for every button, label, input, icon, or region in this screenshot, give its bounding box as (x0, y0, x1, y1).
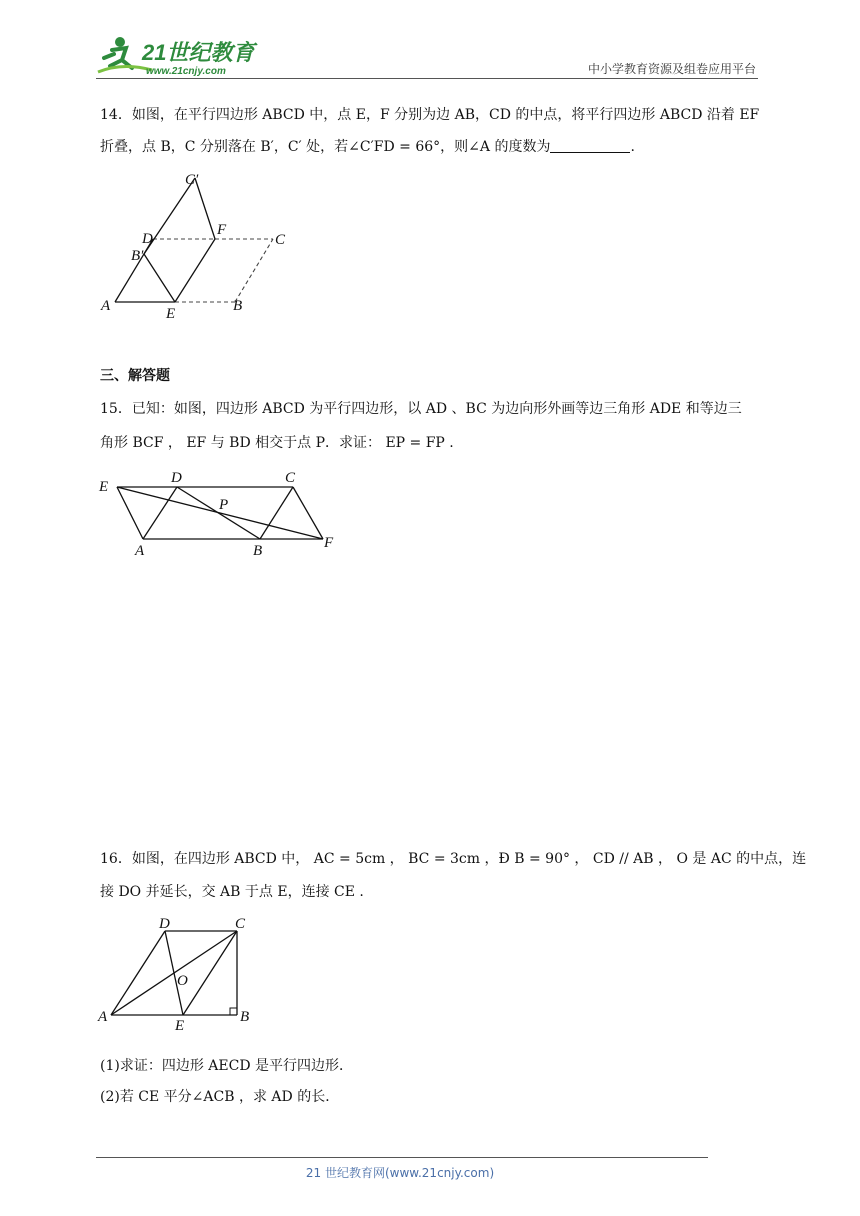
answer-blank[interactable] (550, 136, 630, 153)
q16-line2: 接 DO 并延长，交 AB 于点 E，连接 CE . (100, 884, 364, 900)
label-d: D (159, 916, 170, 932)
q14-figure (95, 168, 305, 323)
label-e: E (99, 479, 109, 495)
logo-text: 21世纪教育 (142, 40, 255, 65)
label-f: F (324, 535, 334, 551)
header-divider (96, 78, 758, 79)
label-c-prime: C′ (185, 172, 199, 188)
label-b: B (253, 543, 263, 559)
q16-part1: (1)求证：四边形 AECD 是平行四边形． (100, 1058, 353, 1074)
label-b: B (240, 1009, 250, 1025)
footer-link[interactable]: 21 世纪教育网(www.21cnjy.com) (305, 1166, 495, 1180)
label-f: F (217, 222, 227, 238)
site-logo (92, 32, 262, 80)
label-a: A (101, 298, 111, 314)
footer-divider (96, 1157, 708, 1158)
q16-figure (95, 915, 265, 1035)
q16-part2: (2)若 CE 平分∠ACB ，求 AD 的长． (100, 1089, 340, 1105)
label-e: E (175, 1018, 185, 1034)
logo-url: www.21cnjy.com (146, 66, 226, 77)
label-c: C (235, 916, 246, 932)
label-d: D (171, 470, 182, 486)
header-tagline: 中小学教育资源及组卷应用平台 (587, 62, 756, 76)
q14-line2-end: . (630, 139, 635, 155)
q14-line2-text: 折叠，点 B，C 分别落在 B′，C′ 处，若∠C′FD = 66°，则∠A 的度数为 (100, 139, 551, 155)
label-d: D (142, 231, 153, 247)
label-c: C (275, 232, 286, 248)
label-p: P (219, 497, 229, 513)
label-a: A (135, 543, 145, 559)
q15-line2: 角形 BCF ， EF 与 BD 相交于点 P．求证： EP = FP . (100, 435, 454, 451)
label-o: O (177, 973, 188, 989)
q16-line1: 16．如图，在四边形 ABCD 中， AC = 5cm ， BC = 3cm ，Ð B = 90° ， CD // AB ， O 是 AC 的中点，连 (100, 851, 807, 867)
section-heading: 三、解答题 (100, 368, 170, 384)
q15-line1: 15．已知：如图，四边形 ABCD 为平行四边形，以 AD 、BC 为边向形外画等边三角形 ADE 和等边三 (100, 401, 742, 417)
label-b: B (233, 298, 243, 314)
label-b-prime: B′ (131, 248, 144, 264)
q14-line1: 14．如图，在平行四边形 ABCD 中，点 E，F 分别为边 AB，CD 的中点，将平行四边形 ABCD 沿着 EF (100, 107, 760, 123)
label-e: E (166, 306, 176, 322)
label-a: A (98, 1009, 108, 1025)
label-c: C (285, 470, 296, 486)
q15-figure (95, 465, 345, 560)
q14-line2 (100, 132, 635, 162)
